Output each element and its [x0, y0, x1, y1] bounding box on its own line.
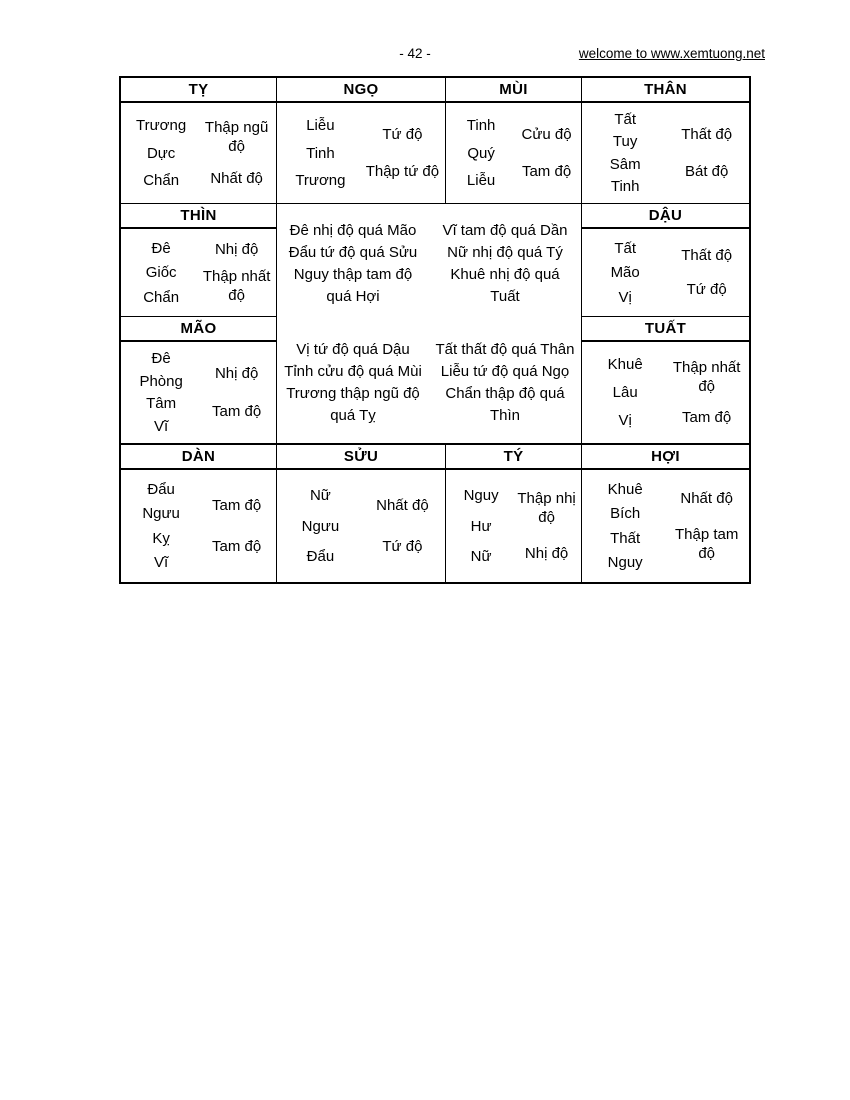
degree-value: Thập tam độ	[674, 525, 739, 562]
cell-ty	[121, 103, 277, 204]
center-notes-cell	[277, 204, 582, 445]
star-name: Đê	[151, 239, 171, 257]
star-name: Đẩu	[147, 480, 175, 498]
star-name: Tuy	[612, 133, 638, 151]
note-line: Tất thất độ quá Thân	[435, 341, 575, 359]
degree-values	[666, 232, 747, 313]
star-name: Nguy	[463, 486, 499, 504]
note-line: Liễu tứ độ quá Ngọ	[440, 363, 570, 381]
star-name: Vĩ	[154, 417, 169, 435]
star-name: Quý	[467, 144, 495, 162]
note-line: Vị tứ độ quá Dậu	[296, 341, 410, 359]
cell-than	[582, 103, 749, 204]
center-note-bottom-left	[277, 324, 429, 444]
degree-value: Bát độ	[684, 163, 729, 181]
star-names	[123, 473, 199, 579]
star-names	[448, 473, 514, 579]
header-suu: SỬU	[277, 445, 446, 470]
star-name: Tất	[614, 111, 636, 129]
star-name: Ngưu	[301, 517, 340, 535]
site-link[interactable]: welcome to www.xemtuong.net	[578, 46, 765, 61]
star-name: Vị	[618, 412, 632, 429]
degree-values	[666, 106, 747, 200]
star-name: Hư	[470, 517, 492, 535]
cell-hoi	[582, 470, 749, 582]
cell-ngo	[277, 103, 446, 204]
degree-value: Tứ độ	[382, 125, 423, 143]
degree-value: Tam độ	[212, 403, 262, 420]
star-name: Vị	[618, 288, 632, 306]
star-names	[279, 473, 362, 579]
star-name: Nữ	[309, 486, 331, 504]
star-name: Bích	[610, 505, 641, 523]
star-name: Tâm	[146, 395, 177, 413]
star-name: Sâm	[609, 155, 641, 173]
degree-value: Nhất độ	[376, 496, 429, 514]
degree-values	[362, 473, 443, 579]
header-mao: MÃO	[121, 317, 277, 342]
star-names	[279, 106, 362, 200]
center-note-top-right	[429, 204, 581, 324]
star-name: Đê	[151, 350, 171, 368]
header-tyrat: TÝ	[446, 445, 582, 470]
cell-tuat	[582, 342, 749, 445]
degree-value: Tam độ	[212, 496, 262, 514]
degree-value: Tam độ	[521, 163, 572, 181]
note-line: Khuê nhị độ quá Tuất	[450, 265, 560, 305]
cell-thin	[121, 229, 277, 317]
star-name: Trương	[136, 116, 187, 134]
star-name: Chẩn	[143, 172, 180, 190]
zodiac-degree-table	[119, 76, 751, 584]
degree-values	[199, 232, 274, 313]
note-line: Tỉnh cửu độ quá Mùi	[284, 363, 422, 381]
cell-mao	[121, 342, 277, 445]
star-name: Liễu	[466, 172, 496, 190]
star-name: Liễu	[306, 116, 335, 134]
star-name: Khuê	[607, 480, 643, 498]
star-names	[123, 232, 199, 313]
degree-values	[514, 473, 579, 579]
star-name: Đẩu	[306, 548, 335, 566]
degree-value: Cửu độ	[521, 125, 572, 143]
star-name: Nữ	[470, 548, 492, 566]
degree-value: Nhất độ	[680, 490, 733, 508]
cell-dan	[121, 470, 277, 582]
degree-values	[514, 106, 579, 200]
header-dan: DÀN	[121, 445, 277, 470]
center-note-bottom-right	[429, 324, 581, 444]
degree-value: Nhị độ	[214, 241, 259, 258]
star-name: Mão	[610, 264, 640, 281]
header-ngo: NGỌ	[277, 78, 446, 103]
star-names	[123, 106, 199, 200]
star-names	[123, 345, 199, 440]
degree-value: Thập tứ độ	[365, 163, 440, 181]
note-line: Đẩu tứ độ quá Sửu	[288, 243, 418, 261]
degree-values	[362, 106, 443, 200]
header-than: THÂN	[582, 78, 749, 103]
degree-values	[199, 106, 274, 200]
center-note-top-left	[277, 204, 429, 324]
page-number: - 42 -	[399, 46, 431, 61]
degree-value: Nhị độ	[214, 365, 259, 382]
note-line: Trương thập ngũ độ quá Tỵ	[286, 385, 420, 425]
star-name: Tinh	[466, 116, 496, 134]
cell-mui	[446, 103, 582, 204]
degree-value: Thập ngũ độ	[204, 119, 269, 156]
degree-values	[199, 345, 274, 440]
degree-value: Thất độ	[681, 247, 733, 265]
degree-value: Tam độ	[682, 409, 732, 427]
star-name: Giốc	[145, 264, 177, 281]
degree-value: Nhị độ	[524, 544, 569, 562]
degree-value: Thập nhị độ	[517, 490, 576, 527]
star-name: Trương	[295, 172, 346, 190]
cell-suu	[277, 470, 446, 582]
cell-dau	[582, 229, 749, 317]
degree-value: Thập nhất độ	[202, 268, 271, 304]
header-thin: THÌN	[121, 204, 277, 229]
degree-values	[666, 345, 747, 440]
star-name: Vĩ	[154, 554, 169, 572]
star-name: Dực	[146, 144, 176, 162]
star-name: Nguy	[607, 554, 643, 572]
degree-value: Thập nhất độ	[672, 358, 741, 395]
star-name: Ngưu	[142, 505, 180, 523]
note-line: Nguy thập tam độ quá Hợi	[293, 265, 413, 305]
star-name: Tinh	[610, 177, 640, 195]
star-names	[584, 473, 666, 579]
star-names	[584, 106, 666, 200]
star-name: Lâu	[612, 384, 638, 401]
header-hoi: HỢI	[582, 445, 749, 470]
header-ty: TỴ	[121, 78, 277, 103]
header-tuat: TUẤT	[582, 317, 749, 342]
star-name: Chẩn	[143, 288, 180, 306]
star-name: Tinh	[306, 144, 335, 162]
star-name: Thất	[610, 529, 641, 547]
star-names	[448, 106, 514, 200]
note-line: Vĩ tam độ quá Dần	[442, 221, 568, 239]
header-dau: DẬU	[582, 204, 749, 229]
star-name: Khuê	[607, 356, 643, 373]
degree-value: Tứ độ	[382, 538, 423, 556]
star-names	[584, 345, 666, 440]
degree-value: Nhất độ	[210, 169, 263, 187]
star-name: Tất	[614, 239, 636, 257]
star-name: Kỵ	[152, 529, 170, 547]
note-line: Đê nhị độ quá Mão	[289, 221, 417, 239]
degree-value: Tứ độ	[686, 280, 727, 298]
star-names	[584, 232, 666, 313]
degree-values	[666, 473, 747, 579]
note-line: Nữ nhị độ quá Tý	[447, 243, 563, 261]
note-line: Chẩn thập độ quá Thìn	[445, 385, 565, 425]
star-name: Phòng	[139, 372, 183, 390]
degree-value: Thất độ	[681, 125, 733, 143]
degree-values	[199, 473, 274, 579]
degree-value: Tam độ	[212, 538, 262, 556]
header-mui: MÙI	[446, 78, 582, 103]
cell-tyrat	[446, 470, 582, 582]
page-header	[0, 0, 850, 70]
